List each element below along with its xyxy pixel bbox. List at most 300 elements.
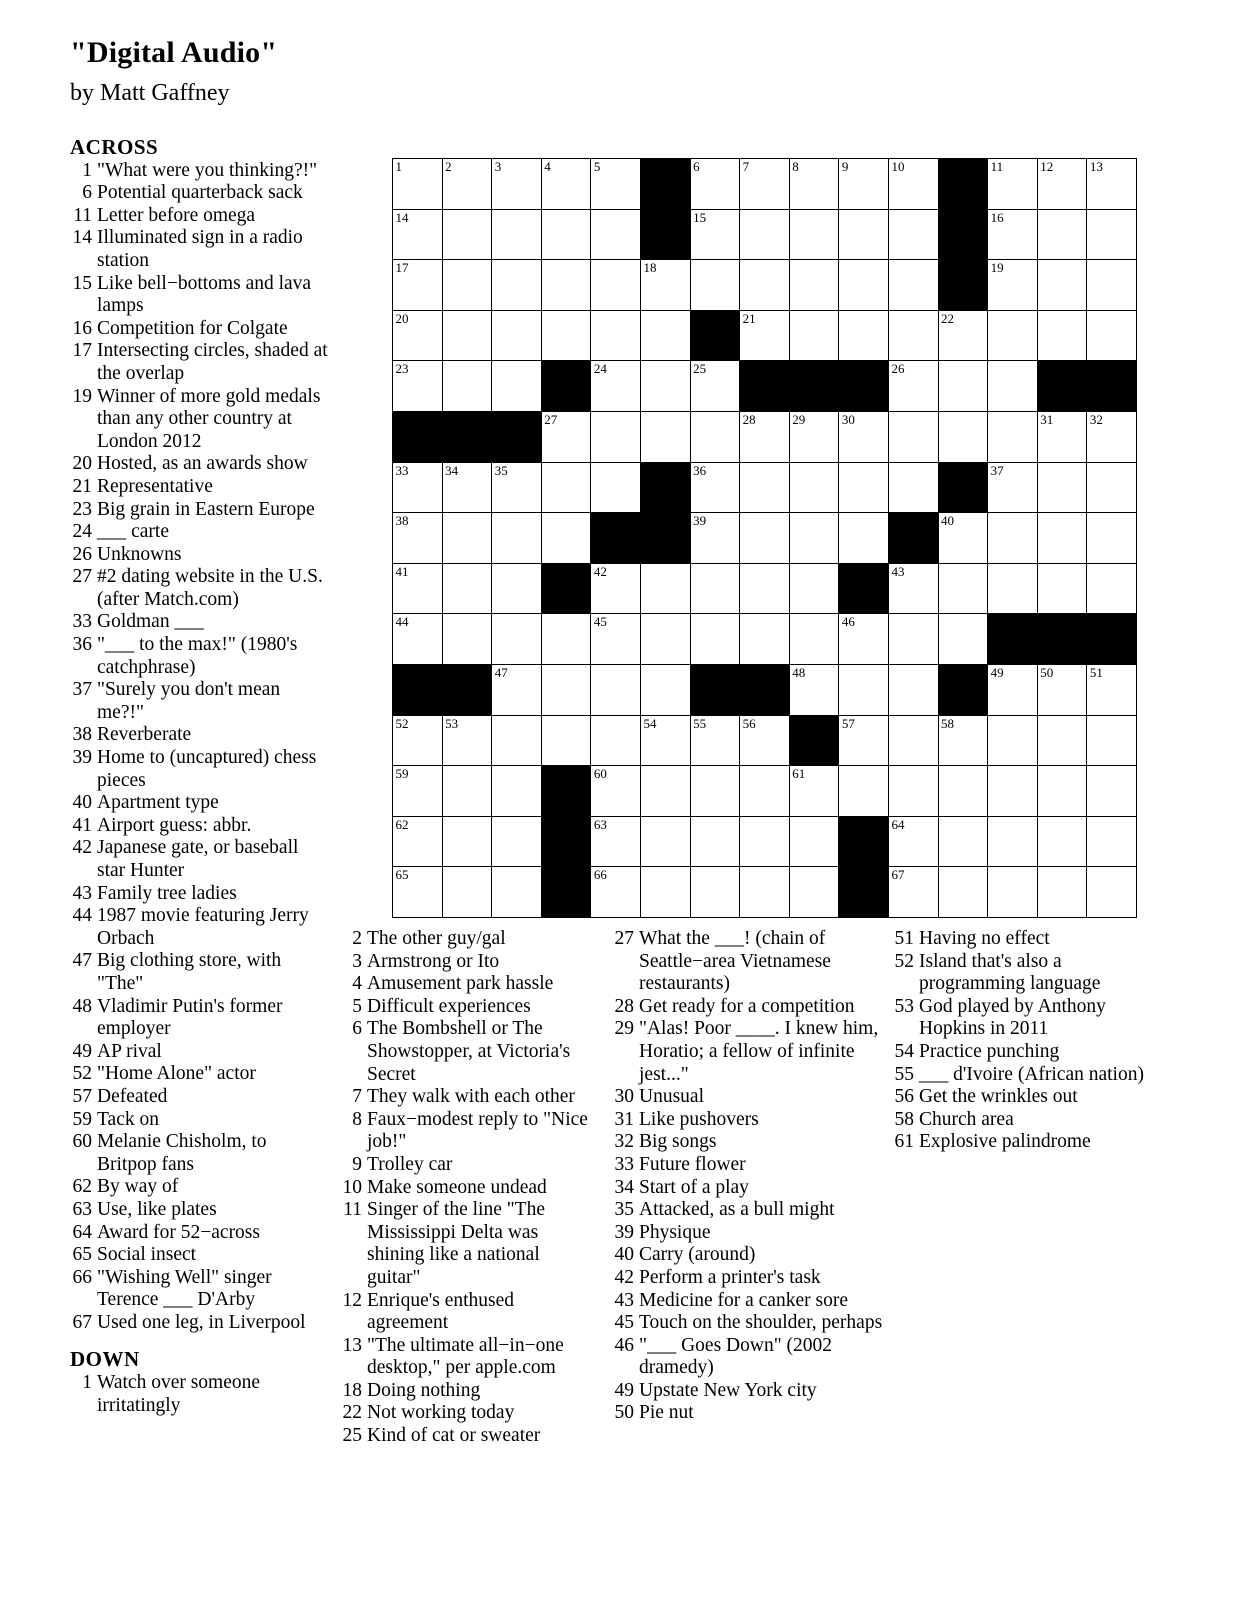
clue-item	[70, 950, 328, 995]
clue-item	[612, 1222, 884, 1245]
grid-cell[interactable]	[1087, 209, 1137, 260]
grid-cell[interactable]	[888, 614, 938, 665]
down-clue-list-part3	[612, 928, 884, 1425]
clue-text: Kind of cat or sweater	[367, 1425, 541, 1447]
grid-cell[interactable]	[492, 209, 542, 260]
grid-cell[interactable]	[839, 310, 889, 361]
grid-cell[interactable]	[1037, 462, 1087, 513]
grid-cell[interactable]	[442, 260, 492, 311]
grid-cell[interactable]	[393, 816, 443, 867]
grid-cell[interactable]	[938, 816, 988, 867]
grid-cell[interactable]	[640, 664, 690, 715]
grid-cell[interactable]	[541, 462, 591, 513]
grid-cell[interactable]	[888, 816, 938, 867]
grid-cell[interactable]	[839, 159, 889, 210]
clue-number: 1	[82, 1372, 92, 1394]
clue-item	[70, 386, 328, 454]
grid-cell[interactable]	[1037, 563, 1087, 614]
grid-cell-block	[789, 715, 839, 766]
grid-cell[interactable]	[740, 867, 790, 918]
grid-cell[interactable]	[888, 361, 938, 412]
grid-cell[interactable]	[442, 462, 492, 513]
grid-cell[interactable]	[640, 867, 690, 918]
grid-cell-block	[839, 816, 889, 867]
clue-number: 46	[614, 1334, 634, 1356]
grid-cell[interactable]	[888, 260, 938, 311]
grid-cell[interactable]	[541, 614, 591, 665]
clue-number: 5	[352, 995, 362, 1017]
grid-cell-number: 24	[593, 361, 607, 377]
grid-cell[interactable]	[393, 260, 443, 311]
grid-cell[interactable]	[789, 209, 839, 260]
grid-cell[interactable]	[442, 614, 492, 665]
grid-cell[interactable]	[988, 816, 1038, 867]
grid-cell[interactable]	[393, 159, 443, 210]
grid-cell[interactable]	[938, 361, 988, 412]
grid-cell[interactable]	[1087, 766, 1137, 817]
clue-text: Physique	[639, 1221, 711, 1243]
grid-cell[interactable]	[938, 766, 988, 817]
grid-cell[interactable]	[888, 159, 938, 210]
grid-cell[interactable]	[1087, 867, 1137, 918]
grid-cell[interactable]	[888, 766, 938, 817]
grid-cell[interactable]	[1087, 664, 1137, 715]
grid-cell-number: 36	[693, 462, 707, 478]
grid-cell[interactable]	[740, 614, 790, 665]
clue-item	[892, 1109, 1160, 1132]
clue-number: 18	[342, 1379, 362, 1401]
grid-cell[interactable]	[640, 766, 690, 817]
grid-cell[interactable]	[1037, 411, 1087, 462]
grid-cell[interactable]	[640, 614, 690, 665]
clue-item	[70, 205, 328, 228]
grid-cell[interactable]	[591, 462, 641, 513]
grid-cell[interactable]	[938, 411, 988, 462]
grid-cell[interactable]	[393, 310, 443, 361]
grid-cell[interactable]	[1037, 513, 1087, 564]
grid-cell[interactable]	[442, 209, 492, 260]
grid-table[interactable]	[392, 158, 1137, 918]
grid-cell[interactable]	[640, 361, 690, 412]
grid-cell[interactable]	[789, 664, 839, 715]
grid-cell[interactable]	[640, 411, 690, 462]
grid-cell[interactable]	[938, 867, 988, 918]
grid-cell[interactable]	[591, 867, 641, 918]
grid-cell[interactable]	[591, 816, 641, 867]
grid-cell[interactable]	[938, 310, 988, 361]
clue-text: Carry (around)	[639, 1244, 756, 1266]
grid-cell[interactable]	[690, 867, 740, 918]
grid-cell[interactable]	[740, 816, 790, 867]
grid-cell[interactable]	[839, 209, 889, 260]
grid-cell[interactable]	[690, 563, 740, 614]
grid-cell[interactable]	[393, 766, 443, 817]
clue-item	[70, 747, 328, 792]
grid-cell[interactable]	[988, 513, 1038, 564]
grid-cell[interactable]	[690, 209, 740, 260]
grid-cell[interactable]	[988, 462, 1038, 513]
grid-cell-number: 31	[1040, 411, 1054, 427]
grid-cell[interactable]	[740, 260, 790, 311]
grid-cell[interactable]	[591, 310, 641, 361]
clue-text: "___ Goes Down" (2002 dramedy)	[639, 1334, 833, 1379]
grid-cell[interactable]	[740, 159, 790, 210]
grid-cell[interactable]	[640, 260, 690, 311]
clue-item	[612, 1290, 884, 1313]
grid-cell[interactable]	[839, 513, 889, 564]
clue-text: Touch on the shoulder, perhaps	[639, 1312, 883, 1334]
grid-cell[interactable]	[541, 715, 591, 766]
grid-cell[interactable]	[1087, 563, 1137, 614]
clue-number: 8	[352, 1108, 362, 1130]
grid-cell[interactable]	[1087, 816, 1137, 867]
clue-item	[892, 1131, 1160, 1154]
clue-number: 15	[72, 272, 92, 294]
grid-cell[interactable]	[393, 867, 443, 918]
clue-number: 52	[72, 1063, 92, 1085]
grid-cell-block	[938, 664, 988, 715]
grid-cell[interactable]	[591, 664, 641, 715]
grid-cell[interactable]	[442, 816, 492, 867]
grid-cell[interactable]	[888, 715, 938, 766]
grid-cell-number: 58	[941, 715, 955, 731]
grid-cell[interactable]	[492, 260, 542, 311]
grid-cell[interactable]	[492, 664, 542, 715]
clue-item	[70, 227, 328, 272]
grid-cell[interactable]	[839, 614, 889, 665]
grid-cell[interactable]	[888, 563, 938, 614]
clue-number: 54	[894, 1040, 914, 1062]
grid-cell[interactable]	[591, 715, 641, 766]
grid-cell-block	[640, 462, 690, 513]
clue-number: 39	[72, 747, 92, 769]
grid-cell[interactable]	[492, 513, 542, 564]
clue-item	[612, 1086, 884, 1109]
grid-cell[interactable]	[1037, 260, 1087, 311]
grid-cell[interactable]	[690, 715, 740, 766]
grid-cell[interactable]	[442, 867, 492, 918]
grid-row	[393, 260, 1137, 311]
grid-cell[interactable]	[839, 411, 889, 462]
grid-cell[interactable]	[839, 664, 889, 715]
grid-cell-block	[541, 766, 591, 817]
grid-cell[interactable]	[442, 766, 492, 817]
grid-cell[interactable]	[938, 614, 988, 665]
grid-cell[interactable]	[492, 159, 542, 210]
clue-text: Practice punching	[919, 1040, 1060, 1062]
grid-cell[interactable]	[740, 462, 790, 513]
grid-cell[interactable]	[789, 766, 839, 817]
grid-cell[interactable]	[988, 310, 1038, 361]
clue-number: 43	[614, 1289, 634, 1311]
clue-text: Island that's also a programming language	[919, 950, 1101, 995]
clue-number: 27	[614, 928, 634, 949]
clue-text: Tack on	[97, 1108, 159, 1130]
grid-cell[interactable]	[938, 715, 988, 766]
grid-cell[interactable]	[393, 209, 443, 260]
grid-cell[interactable]	[938, 563, 988, 614]
down-clue-list-part1	[70, 1372, 328, 1417]
grid-cell[interactable]	[740, 766, 790, 817]
grid-cell[interactable]	[740, 411, 790, 462]
grid-cell[interactable]	[789, 867, 839, 918]
grid-cell[interactable]	[690, 361, 740, 412]
grid-cell-number: 33	[395, 462, 409, 478]
clue-number: 7	[352, 1086, 362, 1108]
grid-cell[interactable]	[591, 563, 641, 614]
grid-cell[interactable]	[541, 411, 591, 462]
clue-text: Goldman ___	[97, 611, 204, 633]
grid-cell[interactable]	[789, 462, 839, 513]
clue-number: 44	[72, 905, 92, 927]
grid-cell[interactable]	[541, 159, 591, 210]
grid-cell[interactable]	[789, 260, 839, 311]
grid-cell[interactable]	[1037, 715, 1087, 766]
grid-cell-number: 41	[395, 563, 409, 579]
clue-number: 25	[342, 1425, 362, 1447]
clue-number: 26	[72, 543, 92, 565]
grid-cell[interactable]	[442, 159, 492, 210]
grid-cell[interactable]	[690, 816, 740, 867]
grid-cell[interactable]	[740, 715, 790, 766]
grid-cell[interactable]	[888, 411, 938, 462]
grid-cell[interactable]	[393, 614, 443, 665]
grid-cell[interactable]	[640, 310, 690, 361]
grid-cell[interactable]	[988, 715, 1038, 766]
clue-item	[70, 273, 328, 318]
grid-cell[interactable]	[988, 664, 1038, 715]
grid-cell[interactable]	[1087, 260, 1137, 311]
grid-cell[interactable]	[541, 209, 591, 260]
clue-item	[612, 1402, 884, 1425]
clue-text: Winner of more gold medals than any other country at London 2012	[97, 385, 321, 452]
grid-cell[interactable]	[1037, 159, 1087, 210]
grid-row	[393, 867, 1137, 918]
grid-cell-number: 12	[1040, 159, 1054, 174]
grid-cell[interactable]	[839, 260, 889, 311]
grid-cell[interactable]	[492, 563, 542, 614]
grid-cell[interactable]	[888, 310, 938, 361]
grid-cell[interactable]	[789, 513, 839, 564]
grid-cell[interactable]	[789, 816, 839, 867]
clue-text: The other guy/gal	[367, 928, 506, 949]
grid-cell[interactable]	[393, 361, 443, 412]
grid-cell[interactable]	[839, 462, 889, 513]
grid-cell[interactable]	[1087, 411, 1137, 462]
grid-cell[interactable]	[740, 310, 790, 361]
clue-item	[70, 1176, 328, 1199]
grid-cell[interactable]	[591, 614, 641, 665]
grid-cell[interactable]	[1037, 310, 1087, 361]
grid-cell[interactable]	[690, 462, 740, 513]
clue-item	[70, 1312, 328, 1335]
grid-cell[interactable]	[888, 867, 938, 918]
grid-cell[interactable]	[492, 715, 542, 766]
clue-text: Pie nut	[639, 1402, 694, 1424]
page-title: "Digital Audio"	[70, 36, 278, 69]
grid-cell-number: 57	[841, 715, 855, 731]
grid-cell[interactable]	[789, 310, 839, 361]
clue-text: Watch over someone irritatingly	[97, 1372, 261, 1416]
grid-cell[interactable]	[1087, 715, 1137, 766]
grid-cell[interactable]	[789, 411, 839, 462]
grid-cell[interactable]	[492, 614, 542, 665]
grid-cell[interactable]	[888, 462, 938, 513]
grid-cell[interactable]	[740, 209, 790, 260]
grid-cell[interactable]	[591, 766, 641, 817]
grid-row	[393, 159, 1137, 210]
clue-item	[612, 1267, 884, 1290]
grid-cell[interactable]	[1037, 867, 1087, 918]
grid-cell[interactable]	[442, 513, 492, 564]
clue-item	[340, 1199, 598, 1289]
grid-cell[interactable]	[690, 260, 740, 311]
clue-text: Letter before omega	[97, 204, 256, 226]
grid-cell[interactable]	[690, 159, 740, 210]
clue-item	[892, 1086, 1160, 1109]
grid-cell[interactable]	[442, 361, 492, 412]
grid-cell[interactable]	[442, 310, 492, 361]
clue-item	[70, 815, 328, 838]
clue-text: Big grain in Eastern Europe	[97, 498, 315, 520]
grid-cell[interactable]	[690, 513, 740, 564]
grid-cell[interactable]	[988, 766, 1038, 817]
clue-number: 4	[352, 973, 362, 995]
grid-cell[interactable]	[393, 715, 443, 766]
clue-text: Difficult experiences	[367, 995, 531, 1017]
grid-cell[interactable]	[393, 563, 443, 614]
grid-cell[interactable]	[789, 614, 839, 665]
grid-cell-number: 40	[941, 513, 955, 529]
grid-cell-number: 43	[891, 563, 905, 579]
clue-item	[70, 905, 328, 950]
grid-cell[interactable]	[591, 260, 641, 311]
clue-item	[70, 521, 328, 544]
grid-cell[interactable]	[988, 209, 1038, 260]
crossword-grid[interactable]	[392, 158, 1137, 918]
grid-cell-number: 45	[593, 614, 607, 630]
clue-number: 59	[72, 1108, 92, 1130]
clue-text: Used one leg, in Liverpool	[97, 1311, 306, 1333]
grid-cell-number: 59	[395, 766, 409, 782]
grid-cell[interactable]	[1087, 462, 1137, 513]
grid-cell[interactable]	[1037, 209, 1087, 260]
clue-item	[340, 1018, 598, 1086]
grid-cell[interactable]	[492, 867, 542, 918]
grid-cell-block	[442, 411, 492, 462]
grid-cell-number: 62	[395, 816, 409, 832]
grid-cell[interactable]	[839, 766, 889, 817]
clue-text: Big songs	[639, 1131, 717, 1153]
clue-item	[612, 1244, 884, 1267]
grid-cell[interactable]	[591, 209, 641, 260]
grid-cell[interactable]	[393, 462, 443, 513]
clue-item	[892, 1041, 1160, 1064]
clue-text: Unusual	[639, 1086, 704, 1108]
grid-cell[interactable]	[988, 361, 1038, 412]
grid-cell[interactable]	[789, 159, 839, 210]
grid-cell[interactable]	[1087, 159, 1137, 210]
clue-item	[612, 928, 884, 996]
grid-cell[interactable]	[492, 462, 542, 513]
grid-cell[interactable]	[640, 715, 690, 766]
grid-cell-number: 52	[395, 715, 409, 731]
clue-number: 40	[614, 1244, 634, 1266]
grid-cell[interactable]	[690, 614, 740, 665]
grid-cell[interactable]	[442, 563, 492, 614]
grid-cell[interactable]	[1087, 513, 1137, 564]
clue-text: Upstate New York city	[639, 1379, 817, 1401]
grid-cell[interactable]	[1037, 766, 1087, 817]
grid-cell[interactable]	[690, 411, 740, 462]
grid-cell[interactable]	[640, 816, 690, 867]
grid-cell[interactable]	[740, 563, 790, 614]
grid-cell-number: 48	[792, 664, 806, 680]
grid-cell-number: 3	[494, 159, 502, 174]
grid-cell[interactable]	[690, 766, 740, 817]
grid-cell[interactable]	[541, 664, 591, 715]
grid-cell-block	[938, 462, 988, 513]
grid-cell[interactable]	[740, 513, 790, 564]
grid-cell[interactable]	[1087, 310, 1137, 361]
clue-item	[892, 928, 1160, 951]
grid-cell[interactable]	[591, 411, 641, 462]
clue-number: 6	[82, 182, 92, 204]
grid-cell[interactable]	[442, 715, 492, 766]
grid-cell[interactable]	[492, 816, 542, 867]
grid-cell[interactable]	[591, 361, 641, 412]
clue-item	[70, 792, 328, 815]
down-clue-list-part2	[340, 928, 598, 1448]
grid-cell[interactable]	[888, 664, 938, 715]
clue-item	[612, 1018, 884, 1086]
grid-cell[interactable]	[839, 715, 889, 766]
grid-cell[interactable]	[541, 260, 591, 311]
clue-item	[70, 883, 328, 906]
grid-cell[interactable]	[640, 563, 690, 614]
grid-cell[interactable]	[541, 310, 591, 361]
grid-row	[393, 614, 1137, 665]
grid-cell[interactable]	[492, 310, 542, 361]
grid-cell[interactable]	[888, 209, 938, 260]
grid-cell[interactable]	[789, 563, 839, 614]
grid-cell[interactable]	[492, 766, 542, 817]
grid-cell[interactable]	[988, 159, 1038, 210]
grid-cell[interactable]	[492, 361, 542, 412]
clue-number: 23	[72, 498, 92, 520]
grid-cell[interactable]	[988, 563, 1038, 614]
grid-cell-block	[690, 664, 740, 715]
clue-number: 34	[614, 1176, 634, 1198]
grid-cell[interactable]	[988, 260, 1038, 311]
down-clue-list-part4	[892, 928, 1160, 1154]
grid-cell[interactable]	[393, 513, 443, 564]
grid-row	[393, 310, 1137, 361]
clue-text: Hosted, as an awards show	[97, 453, 308, 475]
grid-cell[interactable]	[938, 513, 988, 564]
grid-cell[interactable]	[1037, 664, 1087, 715]
grid-cell[interactable]	[541, 513, 591, 564]
grid-cell[interactable]	[988, 867, 1038, 918]
clue-number: 39	[614, 1221, 634, 1243]
grid-cell-block	[393, 411, 443, 462]
clue-item	[70, 1063, 328, 1086]
clue-number: 32	[614, 1131, 634, 1153]
grid-cell[interactable]	[988, 411, 1038, 462]
clue-number: 58	[894, 1108, 914, 1130]
grid-cell[interactable]	[1037, 816, 1087, 867]
grid-cell[interactable]	[591, 159, 641, 210]
